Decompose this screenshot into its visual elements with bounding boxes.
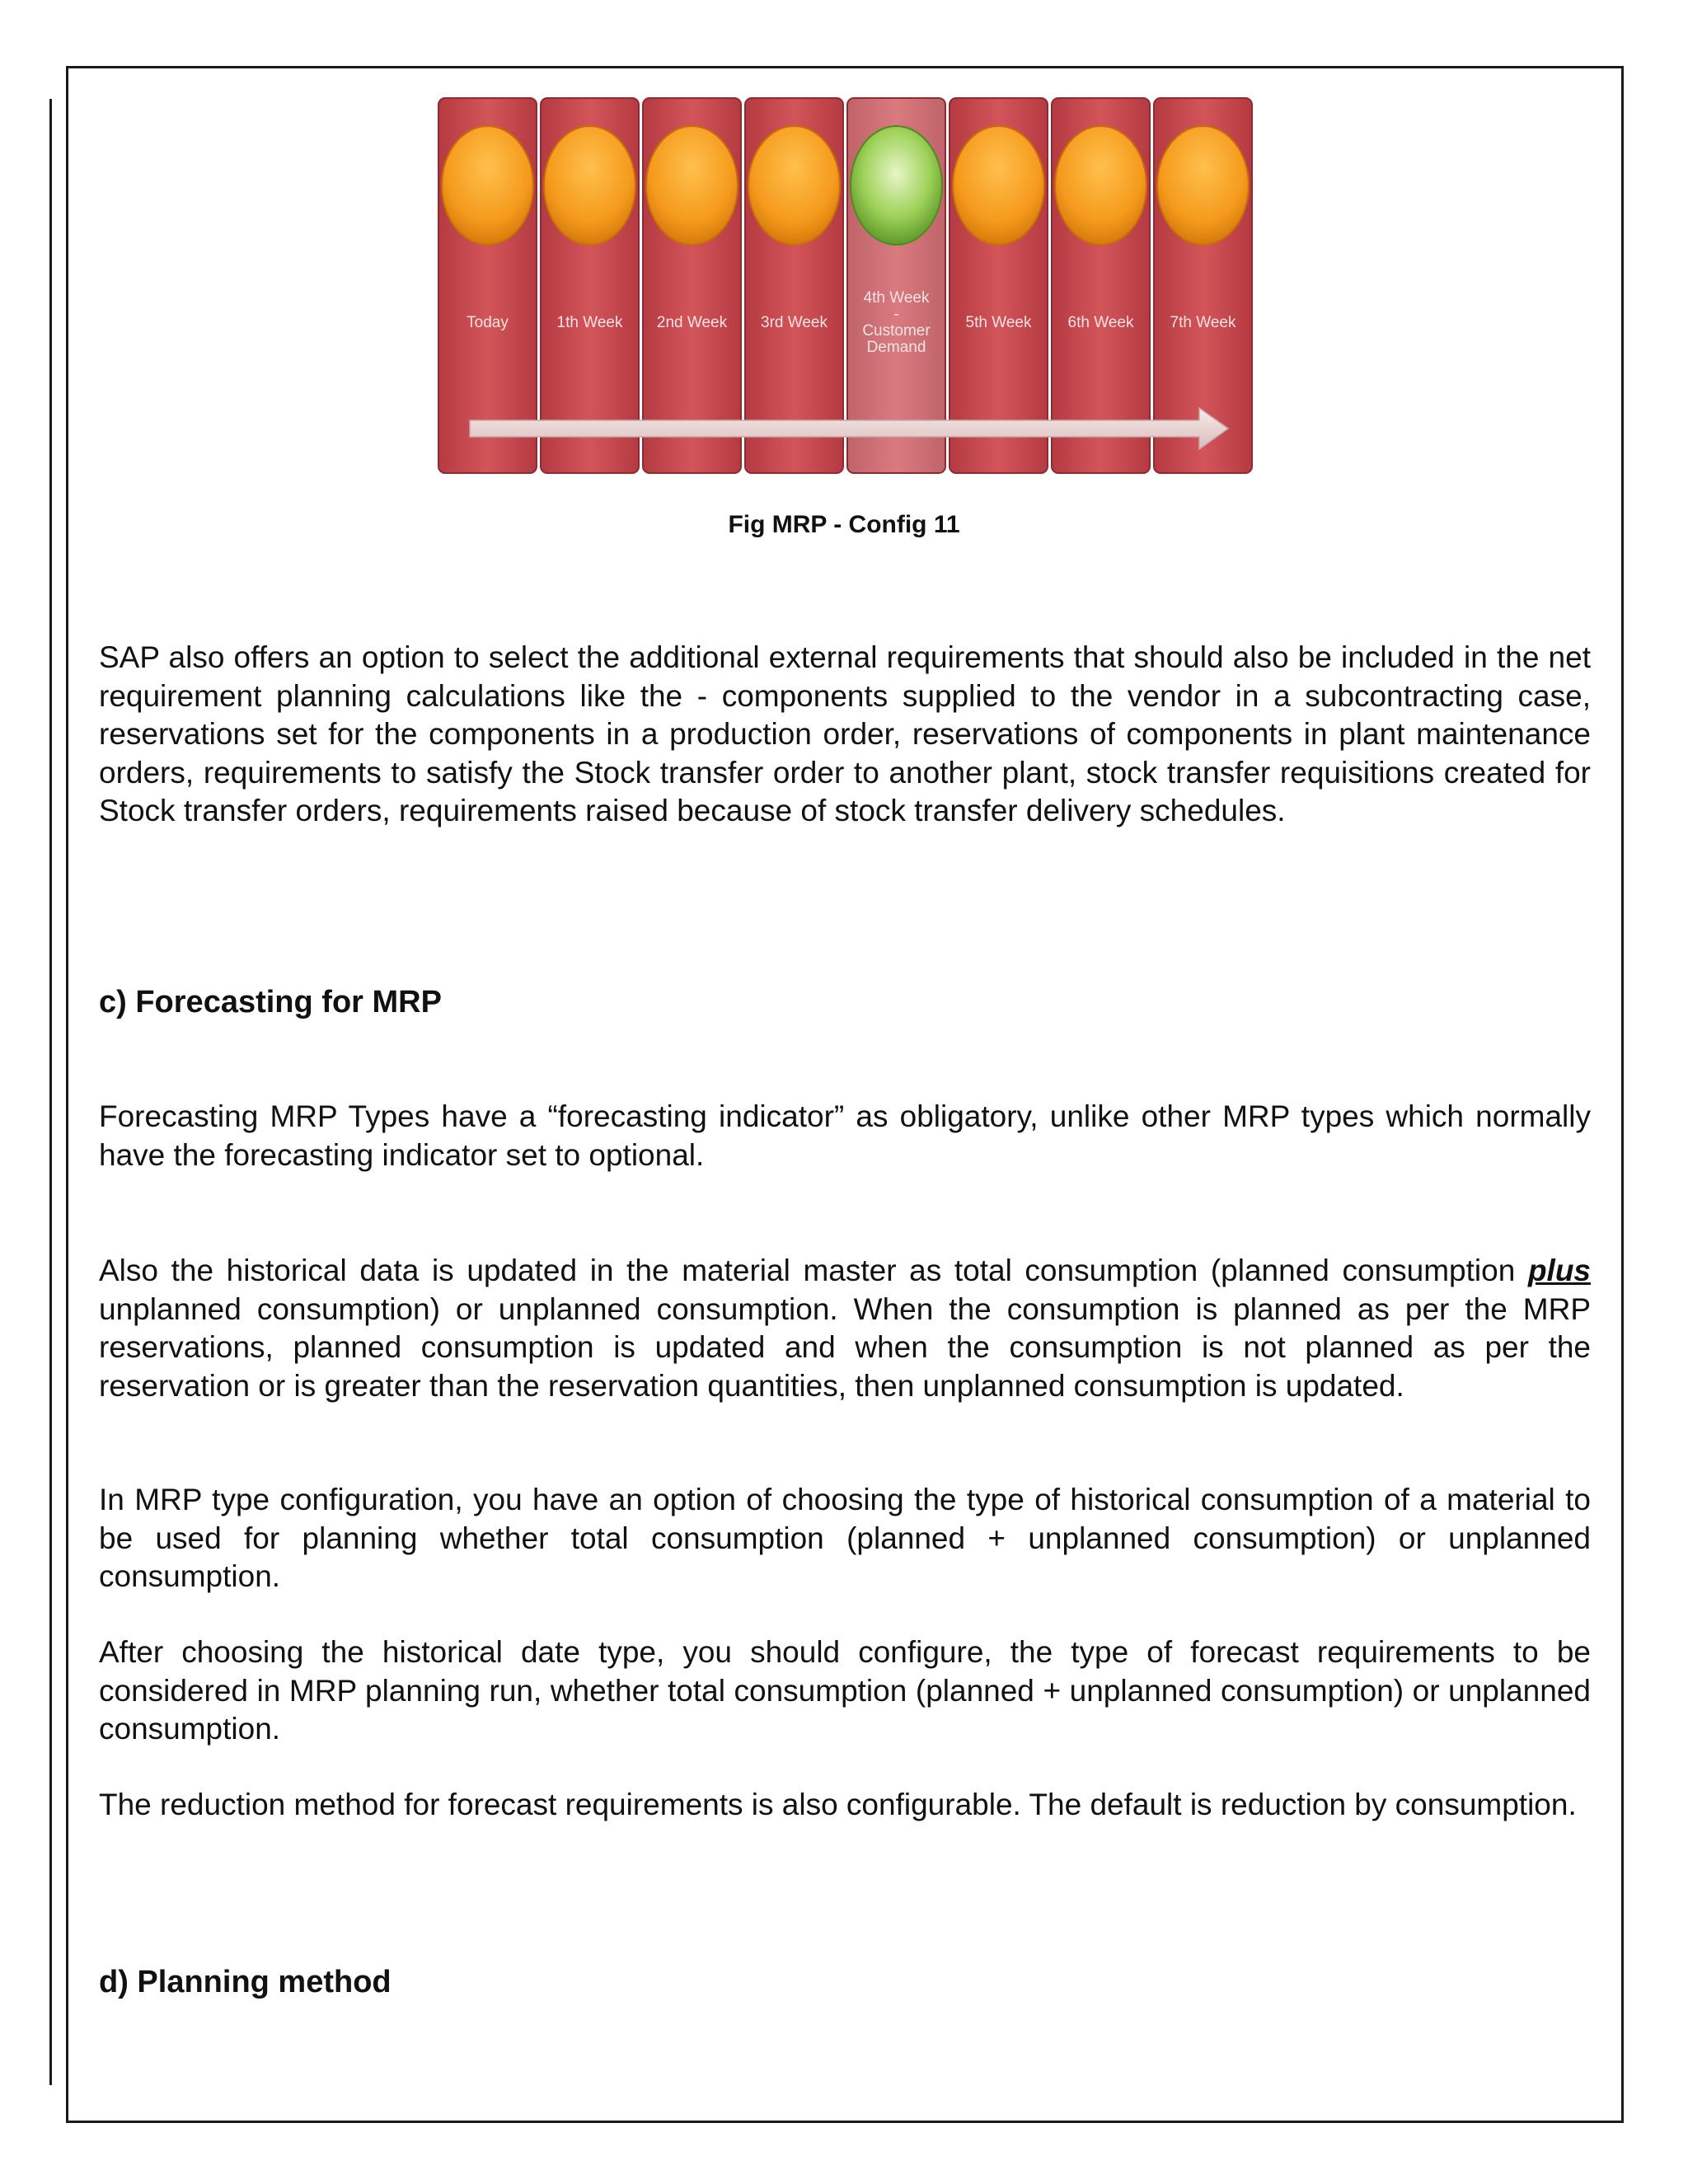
timeline-column-label: Today: [467, 314, 509, 331]
orange-marker-circle: [442, 126, 533, 245]
intro-paragraph: SAP also offers an option to select the additional external requirements that should also be included in the net requirement planning calculations like the - components supplied to the vendor in a subcontracting case, reservations set for the components in a production order, reservations of components in plant maintenance orders, requirements to satisfy the Stock transfer order to another plant, stock transfer requisitions created for Stock transfer orders, requirements raised because of stock transfer delivery schedules.: [99, 640, 1591, 827]
timeline-column-label: 1th Week: [556, 314, 623, 331]
timeline-column-label: 7th Week: [1170, 314, 1236, 331]
orange-marker-circle: [646, 126, 738, 245]
paragraph-mrp-type-config: In MRP type configuration, you have an option of choosing the type of historical consumption of a material to be used for planning whether total consumption (planned + unplanned consumption) or unplanned consumption.: [99, 1483, 1591, 1593]
timeline-column: [643, 98, 741, 473]
orange-marker-circle: [748, 126, 840, 245]
figure-caption: Fig MRP - Config 11: [728, 511, 960, 538]
section-heading-forecasting: c) Forecasting for MRP: [99, 985, 442, 1019]
timeline-column: [1052, 98, 1150, 473]
orange-marker-circle: [953, 126, 1044, 245]
timeline-column-label: 4th Week -Customer Demand: [862, 289, 931, 356]
timeline-graphic: [437, 95, 1261, 478]
timeline-column-label: 3rd Week: [761, 314, 828, 331]
timeline-column-label: 2nd Week: [656, 314, 728, 331]
paragraph-forecast-requirements: After choosing the historical date type, you should configure, the type of forecast requirements to be considered in MRP planning run, whether total consumption (planned + unplanned consumption) or unplanned consumption.: [99, 1635, 1591, 1746]
paragraph-reduction-method: The reduction method for forecast requirements is also configurable. The default is reduction by consumption.: [99, 1788, 1577, 1821]
timeline-column: [847, 98, 945, 473]
timeline-column: [950, 98, 1048, 473]
timeline-column-label: 6th Week: [1067, 314, 1134, 331]
paragraph-historical-data: [99, 1252, 1591, 1405]
paragraph-historical-data-part2: unplanned consumption) or unplanned consumption. When the consumption is planned as per the MRP reservations, planned consumption is updated and when the consumption is not planned as per the reservation or is greater than the reservation quantities, then unplanned consumption is updated.: [99, 1291, 1591, 1403]
timeline-column: [745, 98, 843, 473]
paragraph-forecast-indicator: Forecasting MRP Types have a “forecasting indicator” as obligatory, unlike other MRP types which normally have the forecasting indicator set to optional.: [99, 1099, 1591, 1172]
timeline-column: [541, 98, 639, 473]
mrp-timeline-figure: [437, 95, 1261, 478]
section-heading-planning-method: d) Planning method: [99, 1965, 392, 1999]
paragraph-historical-data-part1: Also the historical data is updated in the material master as total consumption (planned consumption: [99, 1254, 1516, 1287]
timeline-column: [438, 98, 537, 473]
margin-change-bar: [49, 99, 52, 2085]
green-marker-circle: [851, 126, 942, 245]
timeline-column-label: 5th Week: [965, 314, 1032, 331]
emphasis-plus: plus: [1527, 1254, 1591, 1287]
orange-marker-circle: [1157, 126, 1249, 245]
orange-marker-circle: [544, 126, 635, 245]
orange-marker-circle: [1055, 126, 1146, 245]
